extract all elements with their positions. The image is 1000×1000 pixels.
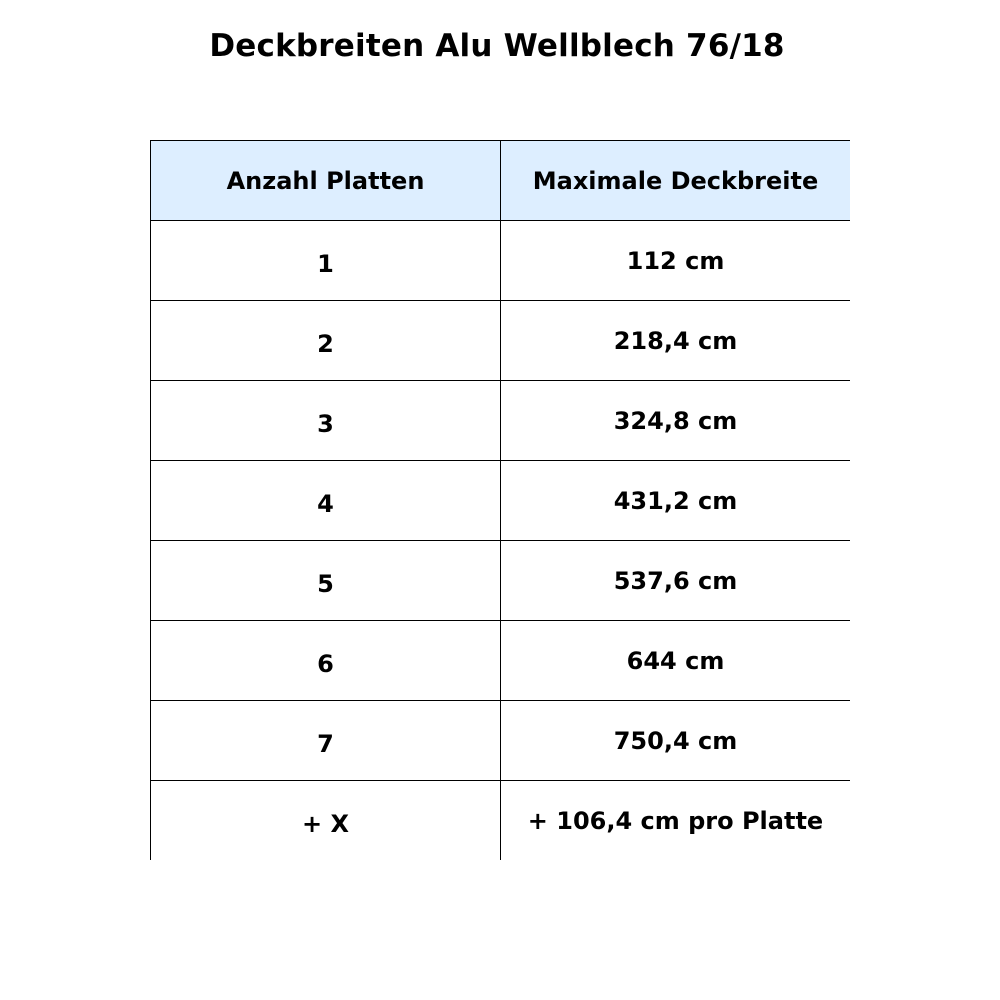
table-row [150, 780, 850, 860]
cover-width-cell: 750,4 cm [500, 701, 850, 780]
cover-width-cell: 537,6 cm [500, 541, 850, 620]
cover-width-cell: 431,2 cm [500, 461, 850, 540]
plates-count-cell: 2 [150, 301, 500, 380]
table-row [150, 220, 850, 300]
header-maximale-deckbreite: Maximale Deckbreite [500, 141, 850, 220]
plates-count-cell: 5 [150, 541, 500, 620]
header-anzahl-platten: Anzahl Platten [150, 141, 500, 220]
plates-count-cell: 1 [150, 221, 500, 300]
table-row [150, 300, 850, 380]
table-row [150, 540, 850, 620]
table-row [150, 700, 850, 780]
plates-count-cell: 4 [150, 461, 500, 540]
table-row [150, 380, 850, 460]
table-row [150, 460, 850, 540]
cover-width-cell: 644 cm [500, 621, 850, 700]
cover-width-cell: 112 cm [500, 221, 850, 300]
page-title: Deckbreiten Alu Wellblech 76/18 [209, 28, 785, 64]
table-row [150, 620, 850, 700]
deckbreiten-table [150, 140, 850, 860]
cover-width-cell: 324,8 cm [500, 381, 850, 460]
plates-count-cell: + X [150, 781, 500, 860]
plates-count-cell: 6 [150, 621, 500, 700]
cover-width-cell: 218,4 cm [500, 301, 850, 380]
table-header-row [150, 140, 850, 220]
plates-count-cell: 7 [150, 701, 500, 780]
cover-width-cell: + 106,4 cm pro Platte [500, 781, 850, 860]
plates-count-cell: 3 [150, 381, 500, 460]
